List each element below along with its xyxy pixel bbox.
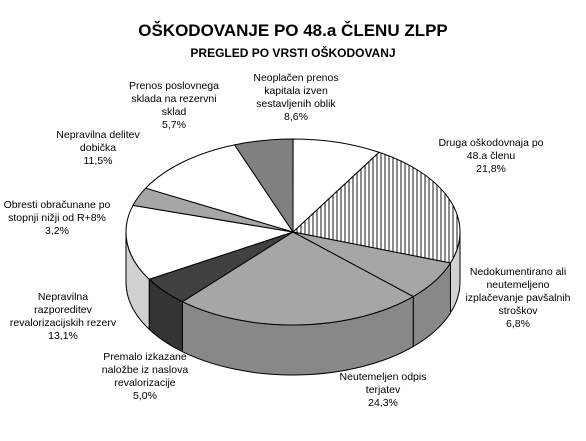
slice-label-neutemeljen-odpis: Neutemeljen odpis terjatev 24,3% (339, 371, 427, 409)
slice-label-premalo-izkazane: Premalo izkazane naložbe iz naslova revalorizacije 5,0% (101, 351, 189, 402)
chart-subtitle: PREGLED PO VRSTI OŠKODOVANJ (190, 46, 396, 60)
slice-label-drug-oskodovnaja-po: Drugа oškodovnaja po 48.a členu 21,8% (438, 137, 544, 175)
slice-label-nedokumentirano-ali: Nedokumentirano ali neutemeljeno izplačevanje pavšalnih stroškov 6,8% (465, 266, 571, 330)
slice-label-neoplacen-prenos: Neoplačen prenos kapitala izven sestavljenih oblik 8,6% (253, 72, 339, 123)
slice-label-prenos-poslovnega: Prenos poslovnega sklada na rezervni sklad 5,7% (129, 80, 219, 131)
pie-top (126, 139, 460, 325)
chart-title: OŠKODOVANJE PO 48.a ČLENU ZLPP (138, 21, 448, 40)
slice-label-nepravilna: Nepravilna razporeditev revalorizacijskih rezerv 13,1% (9, 291, 117, 342)
slice-label-nepravilna-delitev: Nepravilna delitev dobička 11,5% (56, 129, 140, 167)
slice-label-obresti-obracunane-po: Obresti obračunane po stopnji nižji od R+8% 3,2% (3, 199, 111, 237)
